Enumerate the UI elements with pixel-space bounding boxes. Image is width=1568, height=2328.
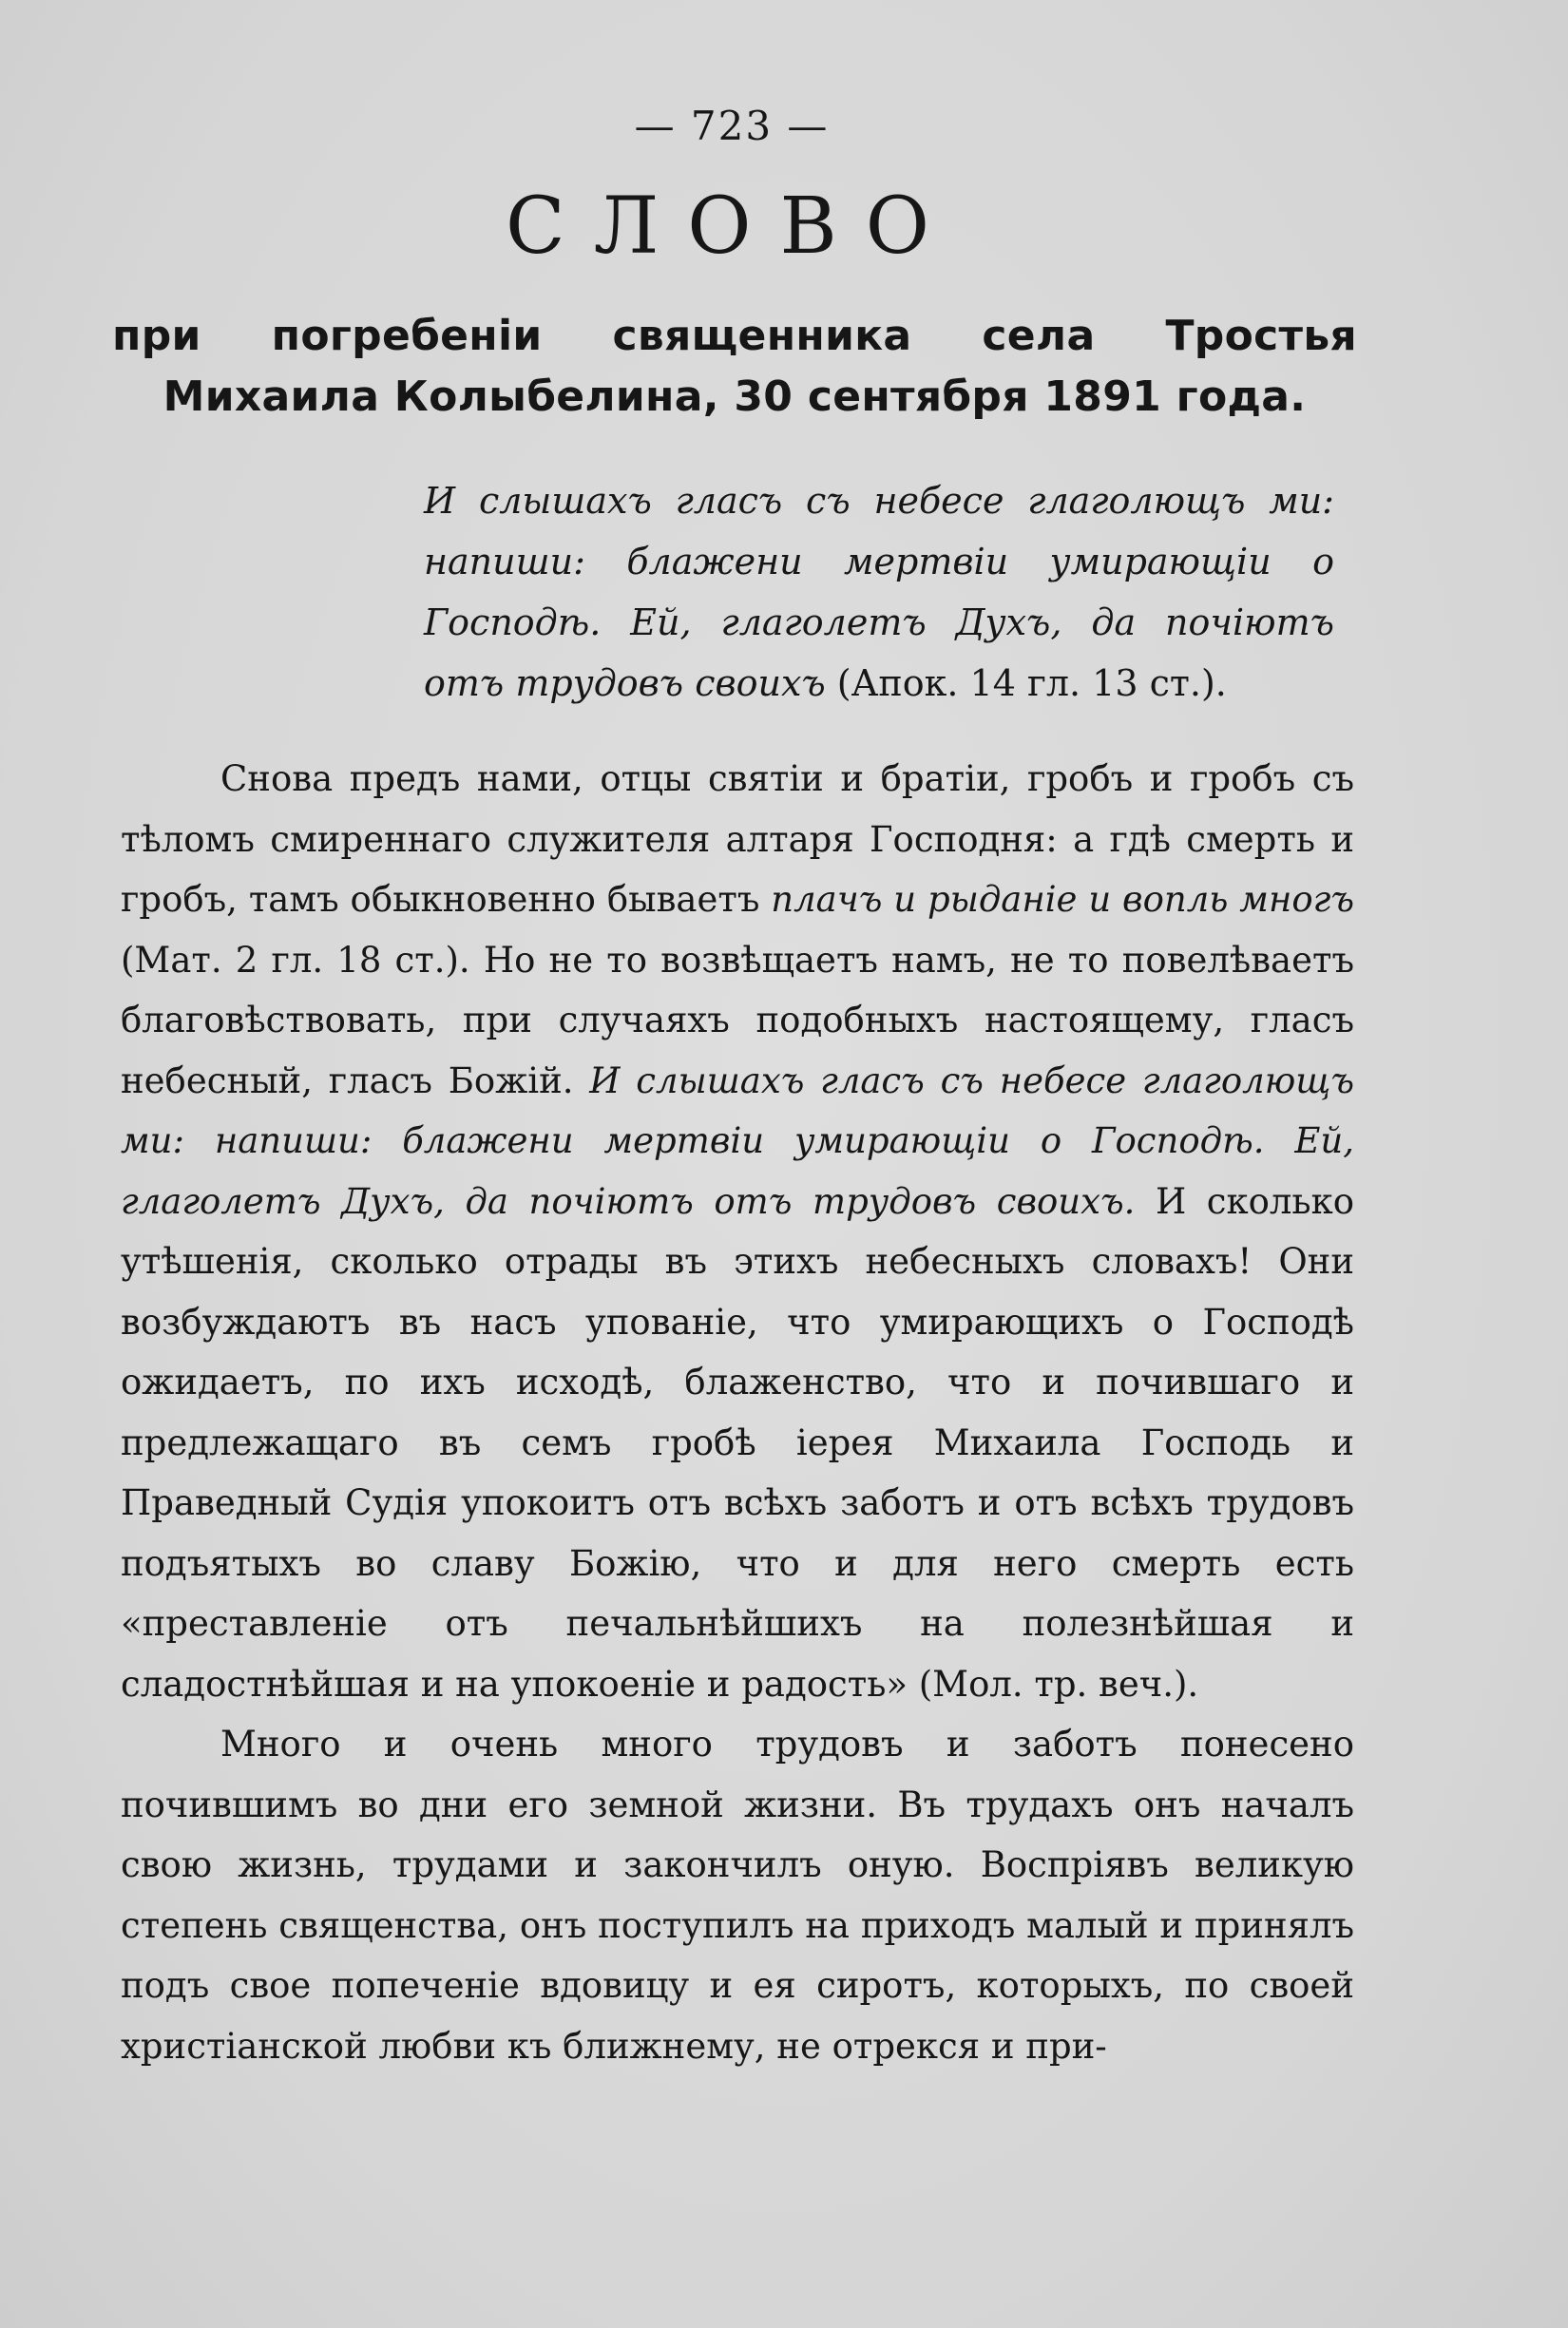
paragraph-1-part-1: Снова предъ нами, отцы святіи и братіи, гробъ и гробъ съ тѣломъ смиреннаго служителя алтаря Господня: а гдѣ смерть и гробъ, тамъ обыкновенно бываетъ (121, 758, 1354, 920)
sermon-subtitle: при погребеніи священника села Тростья Михаила Колыбелина, 30 сентября 1891 года. (112, 312, 1357, 421)
body-text (121, 749, 1354, 2076)
paragraph-1-italic-2: И слышахъ гласъ съ небесе глаголющъ ми: напиши: блажени мертвіи умирающіи о Господѣ. Ей, глаголетъ Духъ, да почіютъ отъ трудовъ своихъ. (121, 1059, 1354, 1222)
page-number: — 723 — (634, 103, 830, 149)
paragraph-1 (121, 749, 1354, 1714)
epigraph (424, 470, 1334, 714)
sermon-title: СЛОВО (506, 181, 958, 272)
paragraph-1-part-3: И сколько утѣшенія, сколько отрады въ этихъ небесныхъ словахъ! Они возбуждаютъ въ насъ упованіе, что умирающихъ о Господѣ ожидаетъ, по ихъ исходѣ, блаженство, что и почившаго и предлежащаго въ семъ гробѣ іерея Михаила Господь и Праведный Судія упокоитъ отъ всѣхъ заботъ и отъ всѣхъ трудовъ подъятыхъ во славу Божію, что и для него смерть есть «преставленіе отъ печальнѣйшихъ на полезнѣйшая и сладостнѣйшая и на упокоеніе и радость» (Мол. тр. веч.). (121, 1180, 1354, 1705)
paragraph-1-italic-1: плачъ и рыданіе и вопль многъ (771, 879, 1354, 920)
epigraph-text: И слышахъ гласъ съ небесе глаголющъ ми: напиши: блажени мертвіи умирающіи о Господѣ. Ей, глаголетъ Духъ, да почіютъ отъ трудовъ своихъ (424, 480, 1334, 704)
epigraph-reference: (Апок. 14 гл. 13 ст.). (825, 662, 1227, 704)
paragraph-2: Много и очень много трудовъ и заботъ понесено почившимъ во дни его земной жизни. Въ трудахъ онъ началъ свою жизнь, трудами и закончилъ оную. Воспріявъ великую степень священства, онъ поступилъ на приходъ малый и принялъ подъ свое попеченіе вдовицу и ея сиротъ, которыхъ, по своей христіанской любви къ ближнему, не отрекся и при- (121, 1724, 1354, 2067)
paragraph-1-part-2: (Мат. 2 гл. 18 ст.). Но не то возвѣщаетъ намъ, не то повелѣваетъ благовѣствовать, при случаяхъ подобныхъ настоящему, гласъ небесный, гласъ Божій. (121, 939, 1354, 1101)
